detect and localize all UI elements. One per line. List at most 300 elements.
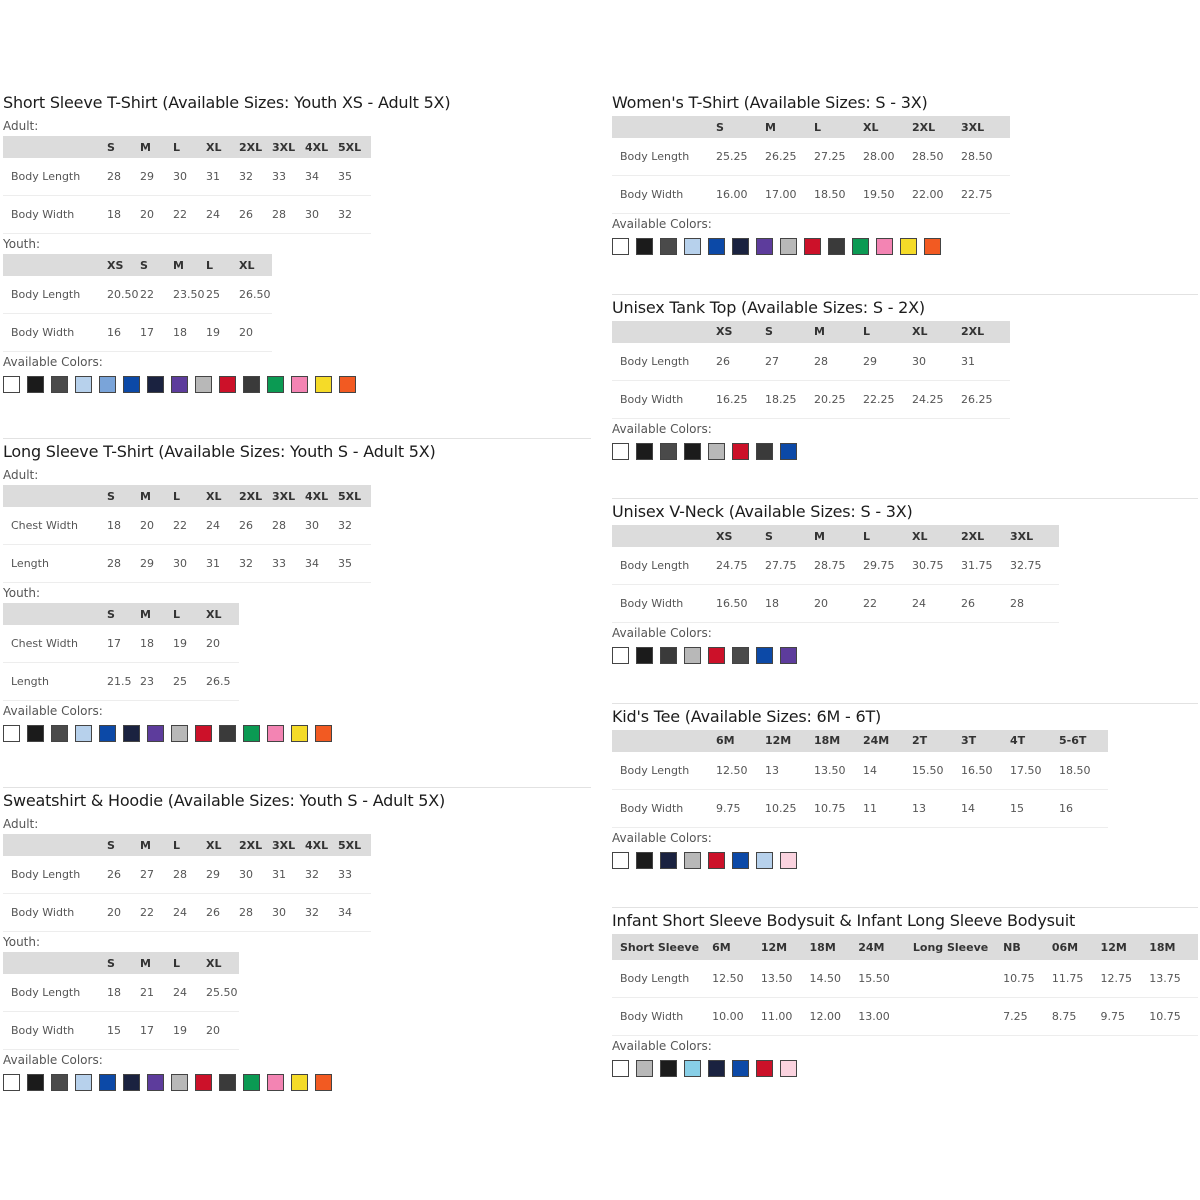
color-swatch	[243, 1074, 260, 1091]
size-header: XL	[206, 603, 239, 625]
size-header: XS	[716, 525, 765, 547]
color-swatch	[660, 443, 677, 460]
color-swatch	[123, 725, 140, 742]
cell-value: 33	[338, 856, 371, 894]
row-label: Body Width	[3, 894, 107, 932]
size-header: 24M	[858, 934, 907, 960]
header-label-cell	[3, 834, 107, 856]
cell-value: 26.50	[239, 276, 272, 314]
spacer-cell	[907, 998, 1003, 1036]
cell-value: 26	[239, 196, 272, 234]
color-swatch	[75, 1074, 92, 1091]
color-swatch	[780, 647, 797, 664]
table-row	[3, 894, 371, 932]
size-table	[612, 730, 1108, 828]
size-header: 5XL	[338, 485, 371, 507]
row-label: Chest Width	[3, 625, 107, 663]
size-header: 4XL	[305, 136, 338, 158]
cell-value: 16.00	[716, 176, 765, 214]
cell-value: 12.50	[712, 960, 761, 998]
cell-value: 8.75	[1052, 998, 1101, 1036]
cell-value: 20	[206, 625, 239, 663]
cell-value: 28	[1010, 585, 1059, 623]
header-label-cell	[612, 321, 716, 343]
cell-value: 18	[765, 585, 814, 623]
cell-value: 32.75	[1010, 547, 1059, 585]
color-swatch	[171, 725, 188, 742]
header-label-cell	[612, 116, 716, 138]
size-header: L	[173, 485, 206, 507]
size-table	[3, 136, 371, 234]
color-swatch	[195, 725, 212, 742]
cell-value: 20.50	[107, 276, 140, 314]
color-swatch	[804, 238, 821, 255]
color-swatch	[756, 238, 773, 255]
cell-value: 26	[961, 585, 1010, 623]
cell-value: 19	[173, 625, 206, 663]
size-header: 18M	[1149, 934, 1198, 960]
size-table	[3, 485, 371, 583]
cell-value: 32	[239, 158, 272, 196]
spacer-cell	[907, 960, 1003, 998]
color-swatch	[780, 238, 797, 255]
cell-value: 24.75	[716, 547, 765, 585]
header-row	[612, 525, 1059, 547]
cell-value: 22	[173, 507, 206, 545]
color-swatches	[3, 725, 591, 742]
cell-value: 10.75	[814, 789, 863, 827]
color-swatch	[219, 376, 236, 393]
available-colors-label: Available Colors:	[3, 704, 103, 718]
size-header: 4T	[1010, 730, 1059, 752]
size-header: 2XL	[961, 525, 1010, 547]
available-colors-label: Available Colors:	[612, 1039, 712, 1053]
header-label-cell	[3, 254, 107, 276]
row-label: Body Width	[612, 585, 716, 623]
cell-value: 26	[239, 507, 272, 545]
table-wrap	[612, 321, 1198, 419]
size-header: M	[140, 952, 173, 974]
size-header: L	[173, 603, 206, 625]
color-swatch	[684, 443, 701, 460]
row-label: Body Width	[612, 789, 716, 827]
row-label: Body Length	[612, 343, 716, 381]
table-row	[3, 196, 371, 234]
color-swatch	[3, 376, 20, 393]
cell-value: 20	[814, 585, 863, 623]
color-swatch	[291, 725, 308, 742]
table-row	[3, 158, 371, 196]
section-infant-bodysuit	[612, 908, 1198, 1138]
cell-value: 27	[140, 856, 173, 894]
cell-value: 28.75	[814, 547, 863, 585]
color-swatch	[27, 1074, 44, 1091]
size-header: M	[814, 525, 863, 547]
row-label: Body Length	[612, 547, 716, 585]
cell-value: 21.5	[107, 663, 140, 701]
size-header: 5XL	[338, 136, 371, 158]
color-swatch	[876, 238, 893, 255]
color-swatch	[828, 238, 845, 255]
color-swatch	[195, 1074, 212, 1091]
color-swatch	[636, 647, 653, 664]
row-label: Chest Width	[3, 507, 107, 545]
color-swatch	[708, 1060, 725, 1077]
table-row	[612, 547, 1059, 585]
row-label: Body Length	[3, 974, 107, 1012]
size-header: L	[863, 525, 912, 547]
size-header: M	[140, 136, 173, 158]
size-header: L	[173, 952, 206, 974]
cell-value: 20	[239, 314, 272, 352]
left-column	[3, 90, 591, 1137]
cell-value: 13.75	[1149, 960, 1198, 998]
cell-value: 25	[206, 276, 239, 314]
table-row	[3, 856, 371, 894]
color-swatch	[75, 725, 92, 742]
size-header: XL	[206, 485, 239, 507]
size-header: 12M	[761, 934, 810, 960]
section-title: Long Sleeve T-Shirt (Available Sizes: Youth S - Adult 5X)	[3, 442, 436, 461]
table-row	[3, 507, 371, 545]
row-label: Body Width	[3, 196, 107, 234]
color-swatch	[27, 376, 44, 393]
size-header: 6M	[712, 934, 761, 960]
color-swatch	[660, 238, 677, 255]
cell-value: 28	[239, 894, 272, 932]
cell-value: 17.50	[1010, 752, 1059, 790]
header-row	[3, 952, 239, 974]
cell-value: 27.75	[765, 547, 814, 585]
cell-value: 19	[173, 1012, 206, 1050]
available-colors-label: Available Colors:	[612, 830, 712, 845]
row-label: Body Length	[3, 158, 107, 196]
color-swatch	[684, 647, 701, 664]
color-swatches	[3, 376, 591, 393]
short-sleeve-label: Short Sleeve	[612, 934, 712, 960]
size-table	[612, 116, 1010, 214]
color-swatch	[756, 852, 773, 869]
cell-value: 13.50	[814, 752, 863, 790]
cell-value: 35	[338, 158, 371, 196]
color-swatch	[75, 376, 92, 393]
color-swatch	[660, 1060, 677, 1077]
youth-label: Youth:	[3, 586, 41, 600]
color-swatch	[267, 376, 284, 393]
row-label: Body Width	[3, 314, 107, 352]
header-row	[612, 321, 1010, 343]
table-wrap	[612, 525, 1198, 623]
cell-value: 32	[305, 856, 338, 894]
cell-value: 15	[107, 1012, 140, 1050]
section-title: Short Sleeve T-Shirt (Available Sizes: Youth XS - Adult 5X)	[3, 93, 451, 112]
cell-value: 17	[107, 625, 140, 663]
cell-value: 21	[140, 974, 173, 1012]
cell-value: 11.00	[761, 998, 810, 1036]
cell-value: 32	[239, 545, 272, 583]
cell-value: 7.25	[1003, 998, 1052, 1036]
available-colors-label: Available Colors:	[3, 355, 103, 369]
cell-value: 22.75	[961, 176, 1010, 214]
cell-value: 20	[140, 507, 173, 545]
cell-value: 9.75	[716, 789, 765, 827]
color-swatch	[780, 1060, 797, 1077]
color-swatch	[171, 1074, 188, 1091]
table-row	[612, 998, 1198, 1036]
size-header: S	[107, 603, 140, 625]
size-header: S	[107, 834, 140, 856]
size-header: S	[140, 254, 173, 276]
color-swatch	[612, 238, 629, 255]
color-swatch	[51, 1074, 68, 1091]
color-swatch	[708, 647, 725, 664]
size-header: 12M	[1101, 934, 1150, 960]
size-header: M	[140, 485, 173, 507]
cell-value: 18.50	[1059, 752, 1108, 790]
size-table	[3, 603, 239, 701]
cell-value: 25.25	[716, 138, 765, 176]
cell-value: 22	[140, 894, 173, 932]
color-swatch	[732, 1060, 749, 1077]
cell-value: 16	[107, 314, 140, 352]
table-row	[612, 176, 1010, 214]
cell-value: 22.25	[863, 380, 912, 418]
size-header: 5-6T	[1059, 730, 1108, 752]
color-swatch	[3, 725, 20, 742]
cell-value: 13.00	[858, 998, 907, 1036]
header-label-cell	[3, 136, 107, 158]
header-label-cell	[612, 730, 716, 752]
color-swatches	[612, 443, 1198, 460]
cell-value: 25	[173, 663, 206, 701]
color-swatch	[171, 376, 188, 393]
size-header: M	[140, 834, 173, 856]
cell-value: 9.75	[1101, 998, 1150, 1036]
row-label: Body Width	[612, 380, 716, 418]
color-swatch	[99, 725, 116, 742]
color-swatch	[315, 725, 332, 742]
color-swatch	[732, 238, 749, 255]
size-header: 2XL	[239, 136, 272, 158]
right-column	[612, 90, 1198, 1138]
color-swatch	[243, 376, 260, 393]
row-label: Body Width	[3, 1012, 107, 1050]
size-header: 3XL	[272, 834, 305, 856]
cell-value: 33	[272, 545, 305, 583]
color-swatch	[219, 1074, 236, 1091]
long-sleeve-label: Long Sleeve	[907, 934, 1003, 960]
size-header: L	[814, 116, 863, 138]
cell-value: 28	[107, 158, 140, 196]
header-label-cell	[612, 525, 716, 547]
size-header: XL	[239, 254, 272, 276]
cell-value: 27.25	[814, 138, 863, 176]
header-label-cell	[3, 603, 107, 625]
cell-value: 24	[912, 585, 961, 623]
cell-value: 30.75	[912, 547, 961, 585]
size-header: L	[173, 834, 206, 856]
cell-value: 18	[140, 625, 173, 663]
size-header: 5XL	[338, 834, 371, 856]
cell-value: 31.75	[961, 547, 1010, 585]
size-header: M	[140, 603, 173, 625]
available-colors-label: Available Colors:	[3, 1053, 103, 1067]
size-header: S	[107, 952, 140, 974]
cell-value: 10.75	[1003, 960, 1052, 998]
table-row	[3, 314, 272, 352]
cell-value: 25.50	[206, 974, 239, 1012]
cell-value: 24	[173, 974, 206, 1012]
color-swatch	[147, 725, 164, 742]
cell-value: 28.00	[863, 138, 912, 176]
cell-value: 30	[305, 507, 338, 545]
cell-value: 29	[863, 343, 912, 381]
size-header: 3XL	[1010, 525, 1059, 547]
color-swatches	[612, 238, 1198, 255]
color-swatch	[636, 852, 653, 869]
color-swatch	[243, 725, 260, 742]
table-row	[612, 380, 1010, 418]
size-header: L	[173, 136, 206, 158]
cell-value: 28	[107, 545, 140, 583]
size-header: L	[206, 254, 239, 276]
youth-label: Youth:	[3, 237, 41, 251]
size-table	[612, 525, 1059, 623]
cell-value: 27	[765, 343, 814, 381]
color-swatch	[99, 376, 116, 393]
cell-value: 22	[140, 276, 173, 314]
section-title: Unisex V-Neck (Available Sizes: S - 3X)	[612, 502, 913, 521]
size-header: 3T	[961, 730, 1010, 752]
cell-value: 18	[107, 974, 140, 1012]
color-swatch	[780, 852, 797, 869]
color-swatch	[195, 376, 212, 393]
cell-value: 30	[272, 894, 305, 932]
cell-value: 26	[716, 343, 765, 381]
cell-value: 16.25	[716, 380, 765, 418]
table-row	[612, 138, 1010, 176]
cell-value: 31	[206, 158, 239, 196]
header-label-cell	[3, 485, 107, 507]
cell-value: 29	[140, 158, 173, 196]
color-swatch	[900, 238, 917, 255]
header-row	[3, 254, 272, 276]
cell-value: 11.75	[1052, 960, 1101, 998]
cell-value: 22.00	[912, 176, 961, 214]
cell-value: 15	[1010, 789, 1059, 827]
section-kids-tee	[612, 704, 1198, 909]
color-swatch	[51, 376, 68, 393]
color-swatch	[267, 1074, 284, 1091]
color-swatch	[267, 725, 284, 742]
cell-value: 12.00	[810, 998, 859, 1036]
size-header: XL	[206, 834, 239, 856]
color-swatch	[708, 238, 725, 255]
header-row	[3, 834, 371, 856]
cell-value: 24	[206, 196, 239, 234]
color-swatches	[612, 852, 1198, 869]
cell-value: 18	[107, 507, 140, 545]
color-swatch	[612, 1060, 629, 1077]
row-label: Body Width	[612, 176, 716, 214]
adult-label: Adult:	[3, 119, 39, 133]
available-colors-label: Available Colors:	[612, 421, 712, 436]
table-row	[3, 663, 239, 701]
size-header: 2XL	[239, 834, 272, 856]
color-swatch	[219, 725, 236, 742]
header-row	[612, 116, 1010, 138]
row-label: Body Length	[612, 138, 716, 176]
cell-value: 26	[206, 894, 239, 932]
section-title: Unisex Tank Top (Available Sizes: S - 2X)	[612, 297, 925, 317]
cell-value: 14.50	[810, 960, 859, 998]
color-swatch	[123, 376, 140, 393]
size-header: M	[765, 116, 814, 138]
color-swatch	[27, 725, 44, 742]
header-row	[3, 485, 371, 507]
color-swatch	[852, 238, 869, 255]
cell-value: 29	[140, 545, 173, 583]
row-label: Body Length	[612, 752, 716, 790]
color-swatch	[780, 443, 797, 460]
cell-value: 18	[107, 196, 140, 234]
cell-value: 14	[961, 789, 1010, 827]
cell-value: 24.25	[912, 380, 961, 418]
size-header: 4XL	[305, 834, 338, 856]
row-label: Length	[3, 545, 107, 583]
adult-label: Adult:	[3, 817, 39, 831]
color-swatch	[636, 1060, 653, 1077]
cell-value: 28	[173, 856, 206, 894]
size-header: XL	[912, 321, 961, 343]
size-header: S	[716, 116, 765, 138]
size-header: 12M	[765, 730, 814, 752]
cell-value: 34	[305, 158, 338, 196]
color-swatch	[684, 238, 701, 255]
cell-value: 26	[107, 856, 140, 894]
cell-value: 18.25	[765, 380, 814, 418]
cell-value: 16.50	[716, 585, 765, 623]
size-header: M	[814, 321, 863, 343]
size-table	[612, 934, 1198, 1036]
cell-value: 10.25	[765, 789, 814, 827]
cell-value: 12.75	[1101, 960, 1150, 998]
cell-value: 13	[765, 752, 814, 790]
size-header: S	[107, 485, 140, 507]
color-swatch	[123, 1074, 140, 1091]
cell-value: 15.50	[858, 960, 907, 998]
cell-value: 33	[272, 158, 305, 196]
table-wrap	[612, 116, 1198, 214]
section-unisex-vneck	[612, 499, 1198, 704]
size-header: L	[863, 321, 912, 343]
cell-value: 24	[206, 507, 239, 545]
row-label: Length	[3, 663, 107, 701]
cell-value: 30	[239, 856, 272, 894]
table-row	[612, 343, 1010, 381]
size-header: 06M	[1052, 934, 1101, 960]
cell-value: 28.50	[961, 138, 1010, 176]
header-row	[612, 934, 1198, 960]
color-swatches	[3, 1074, 591, 1091]
cell-value: 31	[272, 856, 305, 894]
color-swatch	[660, 647, 677, 664]
row-label: Body Width	[612, 998, 712, 1036]
section-womens-tshirt	[612, 90, 1198, 295]
cell-value: 26.5	[206, 663, 239, 701]
section-long-sleeve	[3, 439, 591, 788]
cell-value: 28	[814, 343, 863, 381]
